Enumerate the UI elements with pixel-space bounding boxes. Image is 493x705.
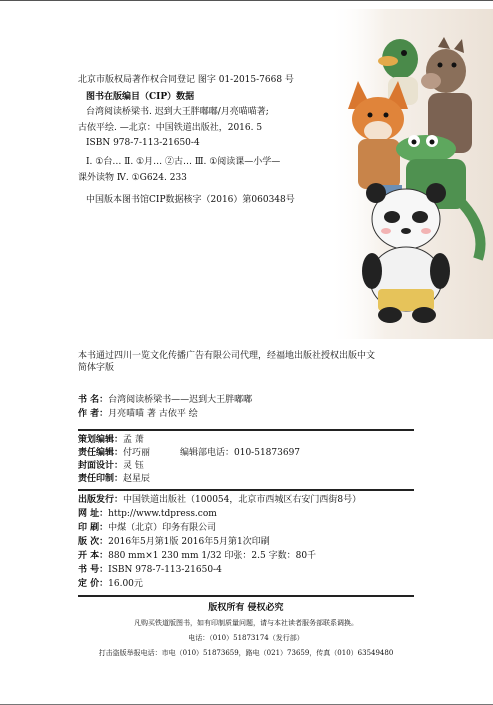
responsible-editor-row bbox=[78, 448, 150, 459]
edition-row bbox=[78, 537, 270, 548]
divider bbox=[78, 429, 414, 431]
cip-line-2: 古依平绘. —北京：中国铁道出版社，2016. 5 bbox=[78, 123, 263, 133]
print-manager-label: 责任印制： bbox=[78, 474, 124, 484]
copyright-registration: 北京市版权局著作权合同登记 图字 01-2015-7668 号 bbox=[78, 75, 294, 85]
isbn-value: ISBN 978-7-113-21650-4 bbox=[108, 565, 222, 575]
book-title-row bbox=[78, 395, 252, 406]
format-label: 开 本： bbox=[78, 551, 109, 561]
anti-piracy-phone: 打击盗版举报电话：市电（010）51873659，路电（021）73659，传真（010）63549480 bbox=[98, 649, 394, 657]
book-title-label: 书 名： bbox=[78, 395, 109, 405]
format-row bbox=[78, 551, 316, 562]
cover-design-value: 灵 钰 bbox=[123, 461, 144, 471]
publisher-label: 出版发行： bbox=[78, 495, 124, 505]
print-manager-value: 赵星辰 bbox=[123, 474, 151, 484]
book-author-value: 月亮喵喵 著 古依平 绘 bbox=[108, 409, 198, 419]
editorial-phone: 编辑部电话：010-51873697 bbox=[180, 448, 301, 458]
edition-value: 2016年5月第1版 2016年5月第1次印刷 bbox=[108, 537, 270, 547]
publisher-value: 中国铁道出版社（100054，北京市西城区右安门西街8号） bbox=[123, 495, 362, 505]
agency-line-1: 本书通过四川一览文化传播广告有限公司代理，经福地出版社授权出版中文 bbox=[78, 351, 376, 361]
cip-heading: 图书在版编目（CIP）数据 bbox=[86, 92, 195, 102]
distribution-phone: 电话：（010）51873174（发行部） bbox=[188, 634, 304, 642]
planning-editor-value: 孟 萧 bbox=[123, 435, 144, 445]
book-author-row bbox=[78, 409, 198, 420]
agency-line-2: 简体字版 bbox=[78, 363, 115, 373]
cover-design-label: 封面设计： bbox=[78, 461, 124, 471]
planning-editor-row bbox=[78, 435, 144, 446]
printer-value: 中煤（北京）印务有限公司 bbox=[108, 523, 217, 533]
cartoon-animals-illustration bbox=[328, 9, 493, 339]
responsible-editor-label: 责任编辑： bbox=[78, 448, 124, 458]
edition-label: 版 次： bbox=[78, 537, 109, 547]
price-label: 定 价： bbox=[78, 579, 109, 589]
cip-core-number: 中国版本图书馆CIP数据核字（2016）第060348号 bbox=[86, 195, 295, 205]
print-manager-row bbox=[78, 474, 150, 485]
price-value: 16.00元 bbox=[108, 579, 143, 589]
responsible-editor-value: 付巧丽 bbox=[123, 448, 151, 458]
divider bbox=[78, 489, 414, 491]
cip-line-5: 课外读物 Ⅳ. ①G624. 233 bbox=[78, 173, 187, 183]
book-title-value: 台湾阅读桥梁书——迟到大王胖嘟嘟 bbox=[108, 395, 253, 405]
planning-editor-label: 策划编辑： bbox=[78, 435, 124, 445]
isbn-row bbox=[78, 565, 222, 576]
cip-line-3: ISBN 978-7-113-21650-4 bbox=[86, 138, 200, 148]
isbn-label: 书 号： bbox=[78, 565, 109, 575]
format-value: 880 mm×1 230 mm 1/32 印张：2.5 字数：80千 bbox=[108, 551, 317, 561]
website-label: 网 址： bbox=[78, 509, 109, 519]
cip-line-1: 台湾阅读桥梁书. 迟到大王胖嘟嘟/月亮喵喵著; bbox=[86, 107, 269, 117]
rights-reserved: 版权所有 侵权必究 bbox=[208, 603, 284, 613]
printer-row bbox=[78, 523, 216, 534]
book-author-label: 作 者： bbox=[78, 409, 109, 419]
printer-label: 印 刷： bbox=[78, 523, 109, 533]
website-row bbox=[78, 509, 217, 520]
price-row bbox=[78, 579, 143, 590]
divider bbox=[78, 595, 414, 597]
cover-design-row bbox=[78, 461, 144, 472]
quality-notice: 凡购买铁道版图书，如有印制质量问题，请与本社读者服务部联系调换。 bbox=[134, 619, 358, 627]
publisher-row bbox=[78, 495, 361, 506]
website-value: http://www.tdpress.com bbox=[108, 509, 217, 519]
cip-line-4: Ⅰ. ①台… Ⅱ. ①月… ②古… Ⅲ. ①阅读课—小学— bbox=[86, 157, 281, 167]
